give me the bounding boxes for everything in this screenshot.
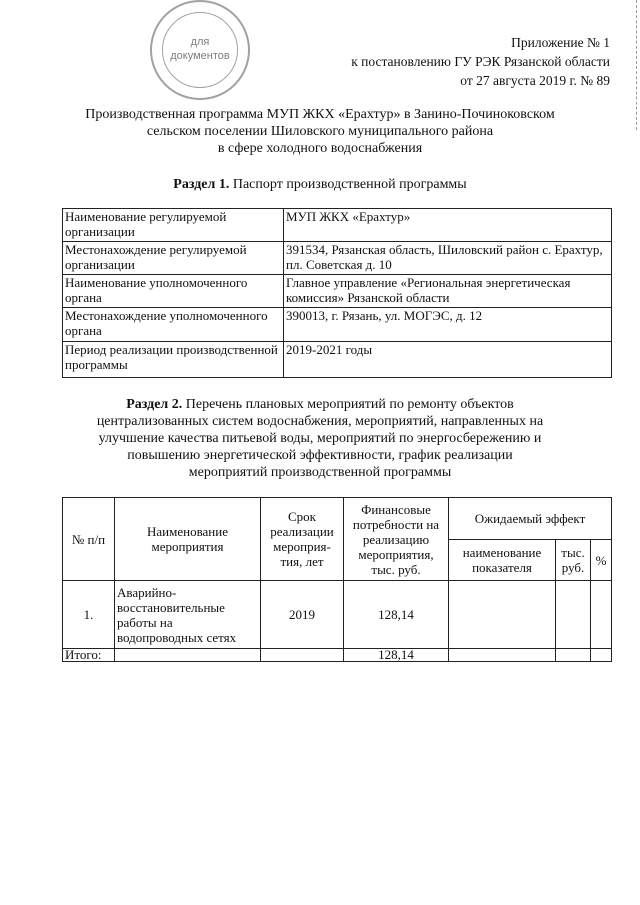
table-row: [63, 209, 612, 242]
header-rub: тыс. руб.: [556, 540, 591, 581]
cell-name: Аварийно-восстановительные работы на водопроводных сетях: [115, 581, 261, 649]
header-row: [63, 498, 612, 540]
passport-table: [62, 208, 612, 378]
cell-name: Местонахождение регулируемой организации: [63, 242, 284, 275]
cell-rub: [556, 581, 591, 649]
header-percent: %: [591, 540, 612, 581]
cell-value: 2019-2021 годы: [284, 342, 612, 378]
stamp-text: документов: [170, 50, 230, 62]
section1-heading: [0, 176, 640, 193]
total-finance: 128,14: [344, 649, 449, 662]
header-num: № п/п: [63, 498, 115, 581]
title-line: сельском поселении Шиловского муниципального района: [146, 124, 494, 139]
cell-name: Местонахождение уполномоченного органа: [63, 308, 284, 342]
cell-value: Главное управление «Региональная энергетическая комиссия» Рязанской области: [284, 275, 612, 308]
cell-percent: [591, 581, 612, 649]
cell-value: 390013, г. Рязань, ул. МОГЭС, д. 12: [284, 308, 612, 342]
section-title: Перечень плановых мероприятий по ремонту объектов: [185, 397, 514, 412]
section-title: централизованных систем водоснабжения, мероприятий, направленных на: [96, 414, 544, 429]
appendix-header: [351, 33, 610, 90]
stamp-text: для: [190, 36, 210, 48]
cell-value: МУП ЖКХ «Ерахтур»: [284, 209, 612, 242]
document-title: [0, 106, 640, 157]
cell-name: Период реализации производственной программы: [63, 342, 284, 378]
title-line: в сфере холодного водоснабжения: [217, 141, 423, 156]
seal-stamp: [150, 0, 250, 100]
section-title: мероприятий производственной программы: [188, 465, 452, 480]
cell-indicator: [449, 581, 556, 649]
header-effect: Ожидаемый эффект: [449, 498, 612, 540]
measures-table: [62, 497, 612, 662]
total-row: [63, 649, 612, 662]
section2-heading: [0, 396, 640, 481]
table-row: [63, 308, 612, 342]
table-row: [63, 242, 612, 275]
title-line: Производственная программа МУП ЖКХ «Ерахтур» в Занино-Починоковском: [85, 107, 555, 122]
total-label: Итого:: [63, 649, 115, 662]
resolution-date: от 27 августа 2019 г. № 89: [460, 73, 610, 88]
appendix-number: Приложение № 1: [511, 35, 610, 50]
table-row: [63, 581, 612, 649]
resolution-ref: к постановлению ГУ РЭК Рязанской области: [351, 54, 610, 69]
cell-name: Наименование регулируемой организации: [63, 209, 284, 242]
cell-name: Наименование уполномоченного органа: [63, 275, 284, 308]
section-title: Паспорт производственной программы: [232, 177, 467, 192]
section-title: улучшение качества питьевой воды, мероприятий по энергосбережению и: [98, 431, 542, 446]
header-finance: Финансовые потребности на реализацию мероприятия, тыс. руб.: [344, 498, 449, 581]
cell-finance: 128,14: [344, 581, 449, 649]
section-title: повышению энергетической эффективности, график реализации: [127, 448, 513, 463]
section-label: Раздел 2.: [126, 397, 183, 412]
section-label: Раздел 1.: [173, 177, 230, 192]
table-row: [63, 275, 612, 308]
table-row: [63, 342, 612, 378]
cell-num: 1.: [63, 581, 115, 649]
header-term: Срок реализации мероприя-тия, лет: [261, 498, 344, 581]
cell-term: 2019: [261, 581, 344, 649]
cell-value: 391534, Рязанская область, Шиловский район с. Ерахтур, пл. Советская д. 10: [284, 242, 612, 275]
header-name: Наименование мероприятия: [115, 498, 261, 581]
header-indicator: наименование показателя: [449, 540, 556, 581]
